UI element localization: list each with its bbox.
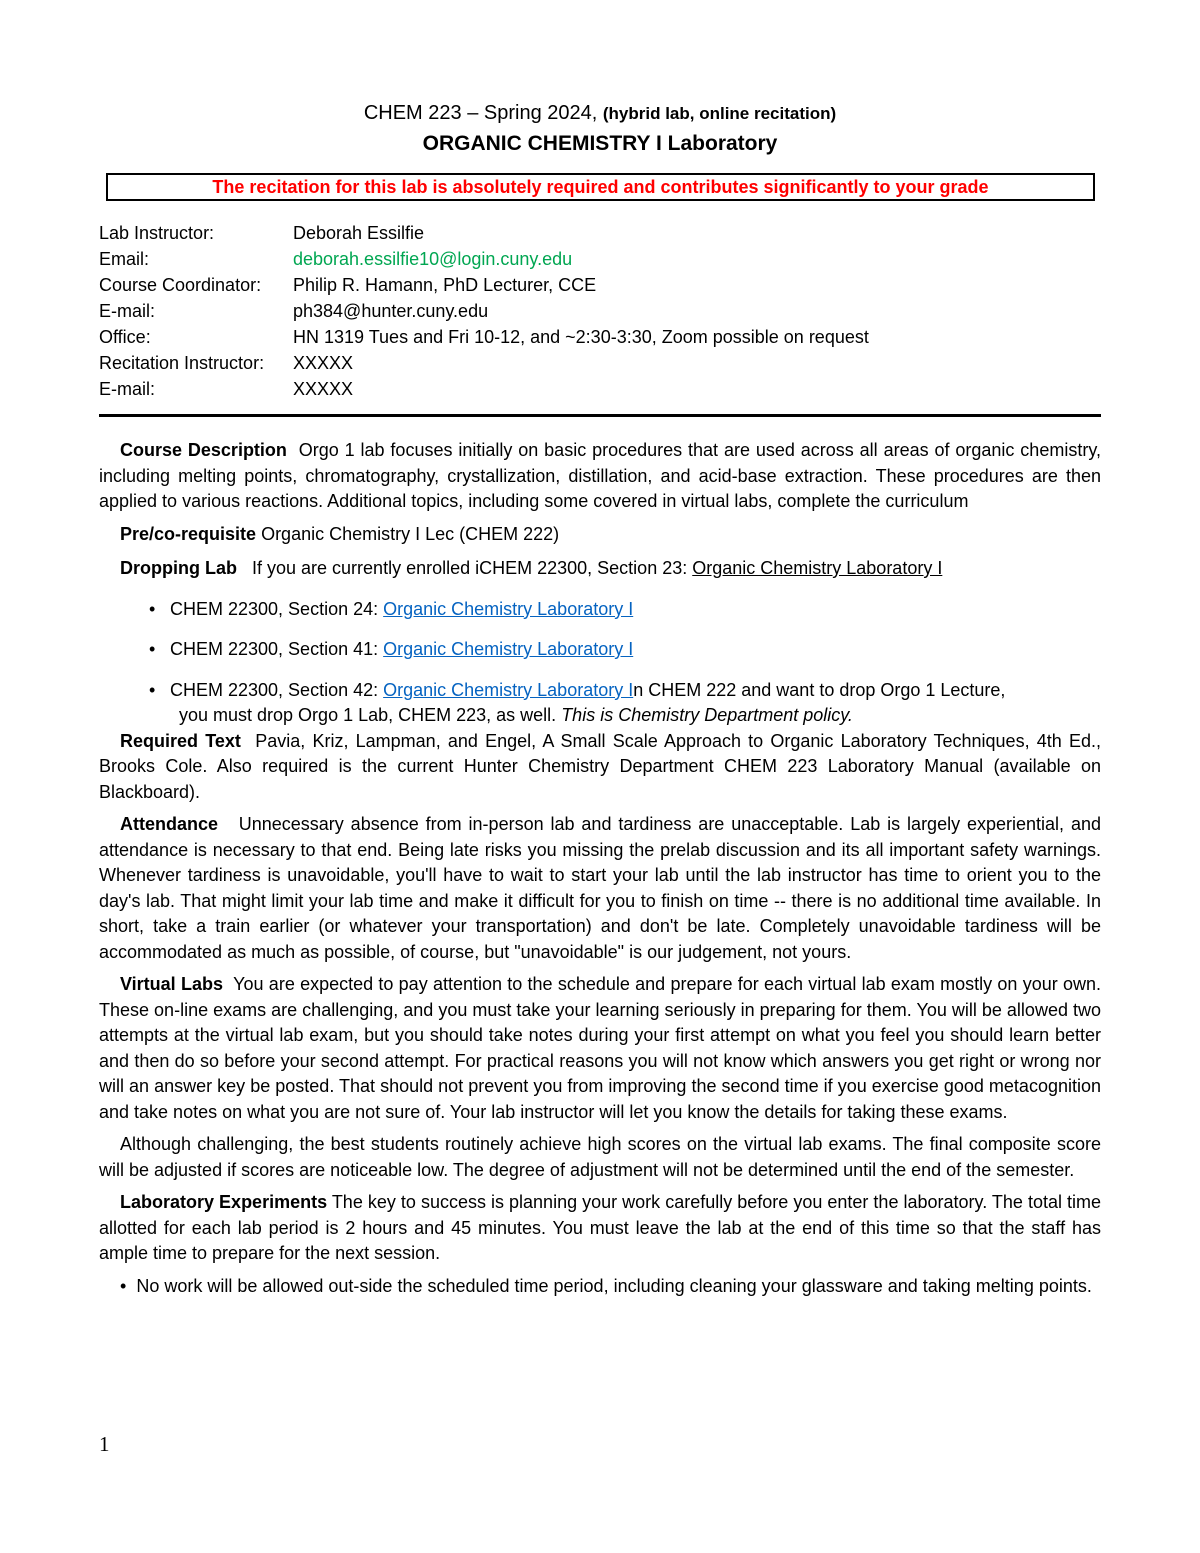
- list-item: [99, 637, 1101, 663]
- contact-label: Lab Instructor:: [99, 223, 215, 243]
- course-subtitle: ORGANIC CHEMISTRY I Laboratory: [422, 132, 778, 155]
- bullet-icon: •: [149, 679, 156, 700]
- dropping-lab: [99, 556, 1101, 582]
- contact-value: Philip R. Hamann, PhD Lecturer, CCE: [293, 275, 597, 295]
- list-item-text: CHEM 22300, Section 42:: [170, 679, 384, 700]
- section-heading: Pre/co-requisite: [120, 523, 257, 544]
- course-name: CHEM 223 – Spring 2024,: [363, 102, 598, 124]
- course-link[interactable]: Organic Chemistry Laboratory I: [383, 679, 634, 700]
- bullet-icon: •: [120, 1275, 127, 1296]
- section-heading: Dropping Lab: [120, 558, 237, 578]
- instructor-email-link[interactable]: deborah.essilfie10@login.cuny.edu: [293, 249, 573, 269]
- contact-row: [99, 246, 869, 272]
- contact-row: [99, 376, 869, 402]
- contact-value: XXXXX: [293, 379, 354, 399]
- page-number: 1: [99, 1432, 110, 1456]
- list-item-text: n CHEM 222 and want to drop Orgo 1 Lecture,: [633, 679, 1006, 700]
- format-note: (hybrid lab, online recitation): [602, 104, 837, 123]
- section-text: You are expected to pay attention to the schedule and prepare for each virtual lab exam mostly on your own. These on-line exams are challenging, and you must take your learning seriously in preparing for them. You will be allowed two attempts at the virtual lab exam, but you should take notes during your first attempt on what you feel you should learn better and then do so before your second attempt. For practical reasons you will not know which answers you get right or wrong nor will an answer key be posted. That should not prevent you from improving the second time if you exercise good metacognition and take notes on what you are not sure of. Your lab instructor will let you know the details for taking these exams.: [99, 974, 1101, 1122]
- lab-rule-text: No work will be allowed out-side the scheduled time period, including cleaning your glassware and taking melting points.: [136, 1275, 1092, 1296]
- section-text: Unnecessary absence from in-person lab and tardiness are unacceptable. Lab is largely experiential, and attendance is necessary to that end. Being late risks you missing the prelab discussion and its all important safety warnings. Whenever tardiness is unavoidable, you'll have to wait to start your lab until the lab instructor has time to orient you to the day's lab. That might limit your lab time and make it difficult for you to finish on time -- there is no additional time available. In short, take a train earlier (or whatever your transportation) and don't be late. Completely unavoidable tardiness will be accommodated as much as possible, of course, but "unavoidable" is our judgement, not yours.: [99, 814, 1101, 962]
- contact-value: ph384@hunter.cuny.edu: [293, 301, 489, 321]
- prerequisite: [99, 522, 1101, 548]
- section-text: If you are currently enrolled iCHEM 22300, Section 23:: [252, 558, 693, 578]
- contact-info: [99, 220, 869, 402]
- virtual-labs: [99, 972, 1101, 1125]
- contact-value: HN 1319 Tues and Fri 10-12, and ~2:30-3:30, Zoom possible on request: [293, 327, 869, 347]
- bullet-icon: •: [149, 639, 156, 659]
- section-heading: Course Description: [120, 440, 287, 460]
- section-heading: Laboratory Experiments: [120, 1192, 328, 1212]
- section-divider: [99, 414, 1101, 417]
- contact-label: Course Coordinator:: [99, 275, 262, 295]
- laboratory-experiments: [99, 1190, 1101, 1267]
- contact-label: Office:: [99, 327, 151, 347]
- required-text: [99, 729, 1101, 806]
- contact-label: Email:: [99, 249, 150, 269]
- course-link[interactable]: Organic Chemistry Laboratory I: [692, 558, 943, 578]
- contact-row: [99, 272, 869, 298]
- list-item-text: CHEM 22300, Section 41:: [170, 639, 384, 659]
- course-description: [99, 438, 1101, 515]
- attendance: [99, 812, 1101, 965]
- lab-rule: [99, 1274, 1101, 1300]
- list-item-text: CHEM 22300, Section 24:: [170, 598, 384, 619]
- contact-value: Deborah Essilfie: [293, 223, 425, 243]
- contact-row: [99, 298, 869, 324]
- bullet-icon: •: [149, 598, 156, 619]
- section-text: The key to success is planning your work carefully before you enter the laboratory. The total time allotted for each lab period is 2 hours and 45 minutes. You must leave the lab at the end of this time so that the staff has ample time to prepare for the next session.: [99, 1192, 1102, 1263]
- contact-label: E-mail:: [99, 379, 156, 399]
- policy-continuation: [99, 703, 1101, 729]
- policy-note: This is Chemistry Department policy.: [561, 705, 853, 725]
- section-text: Orgo 1 lab focuses initially on basic procedures that are used across all areas of organic chemistry, including melting points, chromatography, crystallization, distillation, and acid-base extraction. These procedures are then applied to various reactions. Additional topics, including some covered in virtual labs, complete the curriculum: [99, 440, 1101, 511]
- contact-label: Recitation Instructor:: [99, 353, 265, 373]
- section-heading: Required Text: [120, 730, 241, 751]
- list-item: [99, 597, 1101, 623]
- section-heading: Virtual Labs: [120, 974, 223, 994]
- section-text: Organic Chemistry I Lec (CHEM 222): [261, 523, 560, 544]
- contact-row: [99, 220, 869, 246]
- course-title: [0, 102, 1200, 125]
- contact-row: [99, 324, 869, 350]
- virtual-labs-note: Although challenging, the best students routinely achieve high scores on the virtual lab exams. The final composite score will be adjusted if scores are noticeable low. The degree of adjustment will not be determined until the end of the semester.: [99, 1134, 1101, 1180]
- recitation-notice: The recitation for this lab is absolutely required and contributes significantly to your grade: [106, 173, 1095, 201]
- section-heading: Attendance: [120, 814, 219, 834]
- contact-label: E-mail:: [99, 301, 156, 321]
- contact-row: [99, 350, 869, 376]
- section-text: Pavia, Kriz, Lampman, and Engel, A Small Scale Approach to Organic Laboratory Techniques, 4th Ed., Brooks Cole. Also required is the current Hunter Chemistry Department CHEM 223 Laboratory Manual (available on Blackboard).: [99, 730, 1101, 802]
- list-item: [99, 678, 1101, 704]
- course-link[interactable]: Organic Chemistry Laboratory I: [383, 639, 634, 659]
- policy-text: you must drop Orgo 1 Lab, CHEM 223, as well.: [179, 705, 562, 725]
- syllabus-body: [99, 438, 1101, 1299]
- contact-value: XXXXX: [293, 353, 354, 373]
- course-link[interactable]: Organic Chemistry Laboratory I: [383, 598, 634, 619]
